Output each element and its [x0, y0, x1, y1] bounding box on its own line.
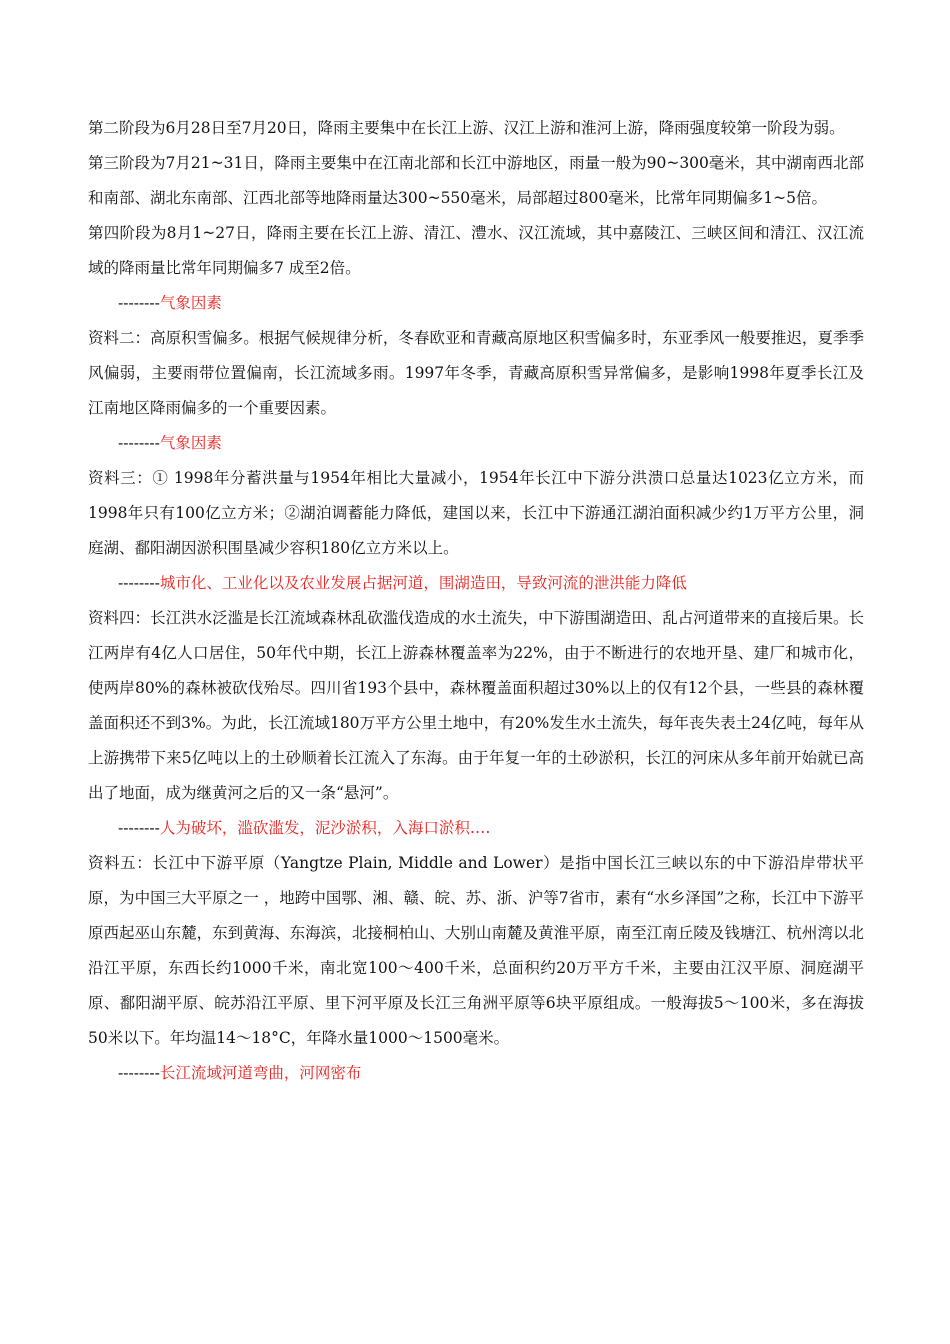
note-dash: -------- — [118, 434, 160, 452]
note-text: 长江流域河道弯曲，河网密布 — [159, 1064, 362, 1082]
paragraph-material-three: 资料三：① 1998年分蓄洪量与1954年相比大量减小，1954年长江中下游分洪溃口总量达1023亿立方米，而1998年只有100亿立方米；②湖泊调蓄能力降低，建国以来，长江中下游通江湖泊面积减少约1万平方公里，洞庭湖、鄱阳湖因淤积围垦减少容积180亿立方米以上。 — [88, 469, 864, 557]
note-dash: -------- — [118, 1064, 160, 1082]
note-dash: -------- — [118, 574, 160, 592]
paragraph-material-two: 资料二：高原积雪偏多。根据气候规律分析，冬春欧亚和青藏高原地区积雪偏多时，东亚季风一般要推迟，夏季季风偏弱，主要雨带位置偏南，长江流域多雨。1997年冬季，青藏高原积雪异常偏多，是影响1998年夏季长江及江南地区降雨偏多的一个重要因素。 — [88, 329, 864, 417]
note-text: 城市化、工业化以及农业发展占据河道，围湖造田，导致河流的泄洪能力降低 — [159, 574, 687, 592]
annotation-note — [88, 426, 864, 461]
paragraph-material-five: 资料五：长江中下游平原（Yangtze Plain, Middle and Lower）是指中国长江三峡以东的中下游沿岸带状平原，为中国三大平原之一 ，地跨中国鄂、湘、赣、皖、苏、浙、沪等7省市，素有“水乡泽国”之称，长江中下游平原西起巫山东麓，东到黄海、东海滨，北接桐柏山、大别山南麓及黄淮平原，南至江南丘陵及钱塘江、杭州湾以北沿江平原，东西长约1000千米，南北宽100～400千米，总面积约20万平方千米，主要由江汉平原、洞庭湖平原、鄱阳湖平原、皖苏沿江平原、里下河平原及长江三角洲平原等6块平原组成。一般海拔5～100米，多在海拔50米以下。年均温14～18°C，年降水量1000～1500毫米。 — [88, 854, 864, 1047]
note-dash: -------- — [118, 294, 160, 312]
note-text: 气象因素 — [159, 294, 222, 312]
paragraph-stage-two: 第二阶段为6月28日至7月20日，降雨主要集中在长江上游、汉江上游和淮河上游，降雨强度较第一阶段为弱。 — [88, 119, 845, 137]
annotation-note — [88, 566, 864, 601]
note-text: 气象因素 — [159, 434, 222, 452]
paragraph-material-four: 资料四：长江洪水泛滥是长江流域森林乱砍滥伐造成的水土流失，中下游围湖造田、乱占河道带来的直接后果。长江两岸有4亿人口居住，50年代中期，长江上游森林覆盖率为22%，由于不断进行的农地开垦、建厂和城市化，使两岸80%的森林被砍伐殆尽。四川省193个县中，森林覆盖面积超过30%以上的仅有12个县，一些县的森林覆盖面积还不到3%。为此，长江流域180万平方公里土地中，有20%发生水土流失，每年丧失表土24亿吨，每年从上游携带下来5亿吨以上的土砂顺着长江流入了东海。由于年复一年的土砂淤积，长江的河床从多年前开始就已高出了地面，成为继黄河之后的又一条“悬河”。 — [88, 609, 864, 802]
note-dash: -------- — [118, 819, 160, 837]
paragraph-stage-three: 第三阶段为7月21~31日，降雨主要集中在江南北部和长江中游地区，雨量一般为90~300毫米，其中湖南西北部和南部、湖北东南部、江西北部等地降雨量达300~550毫米，局部超过800毫米，比常年同期偏多1~5倍。 — [88, 154, 864, 207]
annotation-note — [88, 286, 864, 321]
annotation-note — [88, 1056, 864, 1091]
note-text: 人为破坏，滥砍滥发，泥沙淤积，入海口淤积…. — [159, 819, 491, 837]
paragraph-stage-four: 第四阶段为8月1~27日，降雨主要在长江上游、清江、澧水、汉江流域，其中嘉陵江、三峡区间和清江、汉江流域的降雨量比常年同期偏多7 成至2倍。 — [88, 224, 864, 277]
annotation-note — [88, 811, 864, 846]
document-page — [88, 111, 864, 1091]
